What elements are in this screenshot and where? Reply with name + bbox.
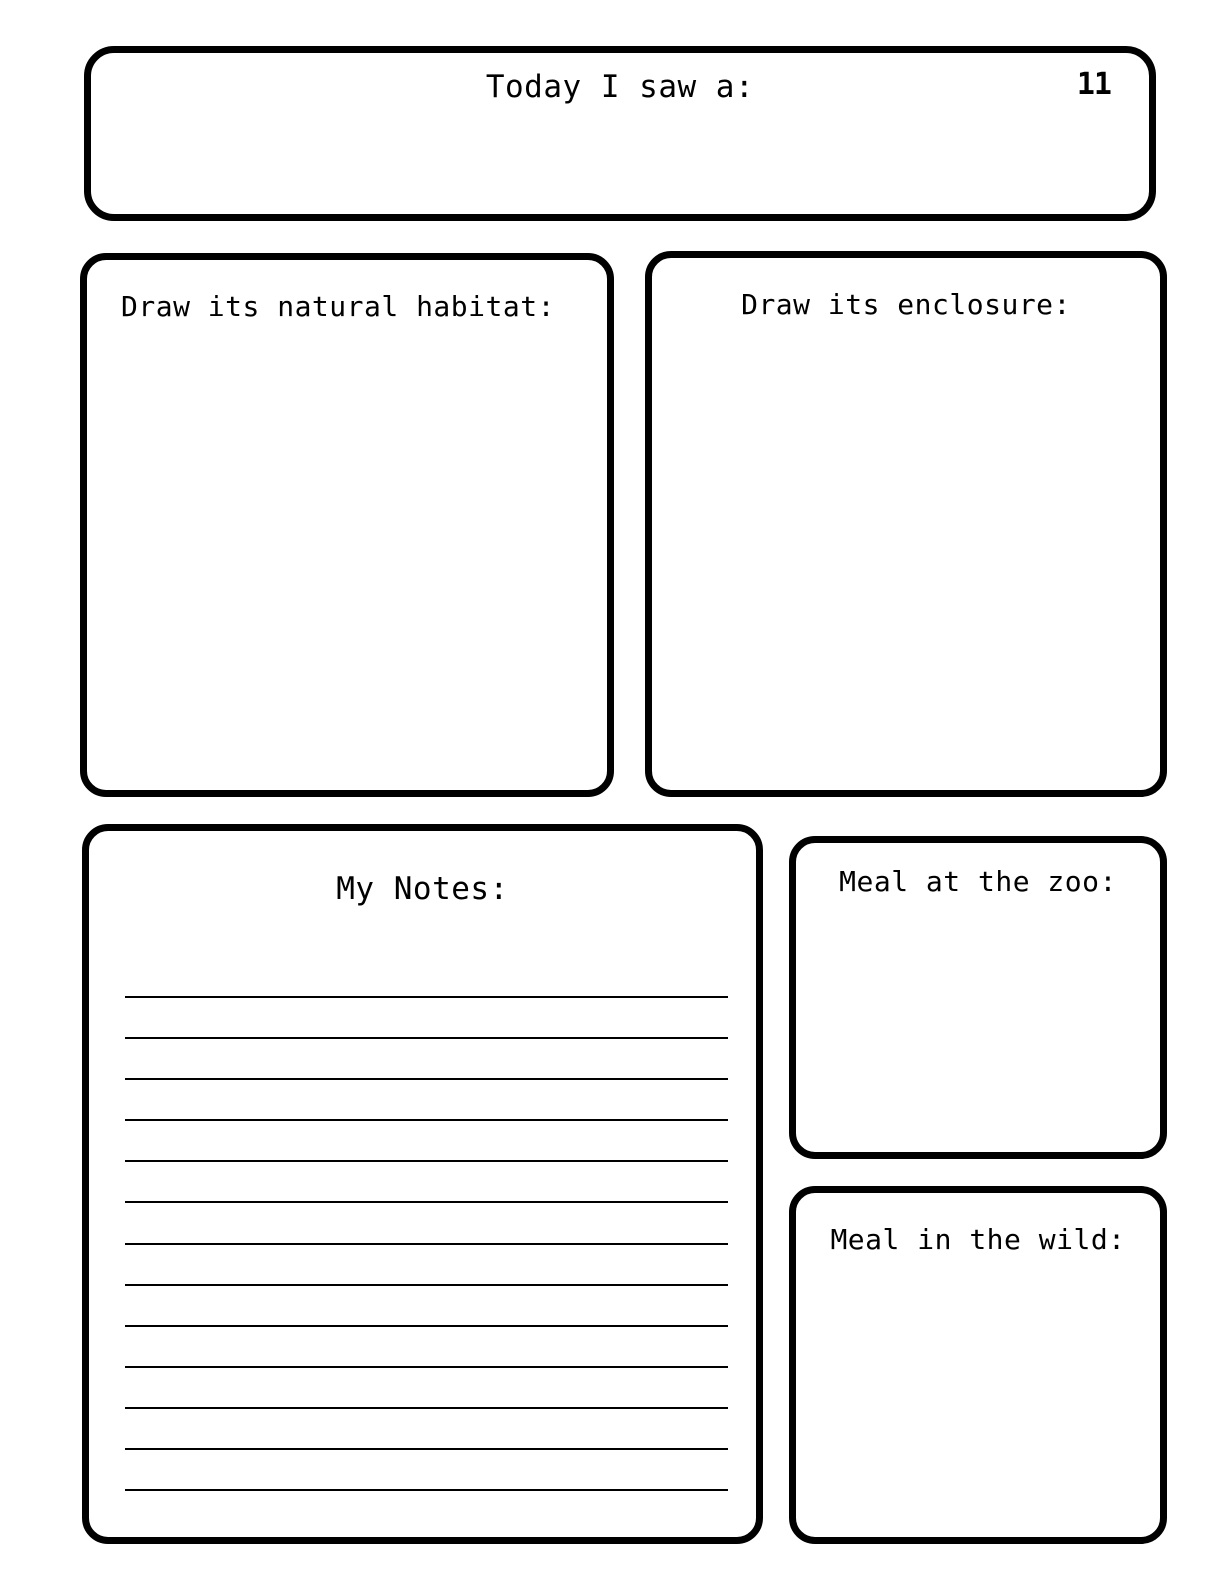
note-line[interactable]	[125, 998, 728, 1039]
meal-at-zoo-box[interactable]	[789, 836, 1167, 1159]
note-line[interactable]	[125, 1450, 728, 1491]
draw-enclosure-box[interactable]	[645, 251, 1167, 797]
my-notes-box[interactable]	[82, 824, 763, 1544]
note-line[interactable]	[125, 1327, 728, 1368]
habitat-label: Draw its natural habitat:	[121, 290, 555, 323]
note-line[interactable]	[125, 1121, 728, 1162]
note-line[interactable]	[125, 1286, 728, 1327]
note-line[interactable]	[125, 1162, 728, 1203]
note-line[interactable]	[125, 1203, 728, 1244]
note-line[interactable]	[125, 1245, 728, 1286]
note-line[interactable]	[125, 957, 728, 998]
page-title: Today I saw a:	[485, 69, 755, 105]
note-line[interactable]	[125, 1368, 728, 1409]
note-line[interactable]	[125, 1080, 728, 1121]
enclosure-label: Draw its enclosure:	[741, 288, 1071, 321]
draw-natural-habitat-box[interactable]	[80, 253, 614, 797]
today-i-saw-box[interactable]	[84, 46, 1156, 221]
note-line[interactable]	[125, 1039, 728, 1080]
notes-writing-lines[interactable]	[125, 957, 728, 1491]
notes-label: My Notes:	[336, 871, 509, 907]
meal-at-zoo-label: Meal at the zoo:	[839, 865, 1117, 898]
page-number: 11	[1076, 67, 1111, 102]
meal-in-wild-box[interactable]	[789, 1186, 1167, 1544]
meal-in-wild-label: Meal in the wild:	[830, 1223, 1126, 1256]
note-line[interactable]	[125, 1409, 728, 1450]
